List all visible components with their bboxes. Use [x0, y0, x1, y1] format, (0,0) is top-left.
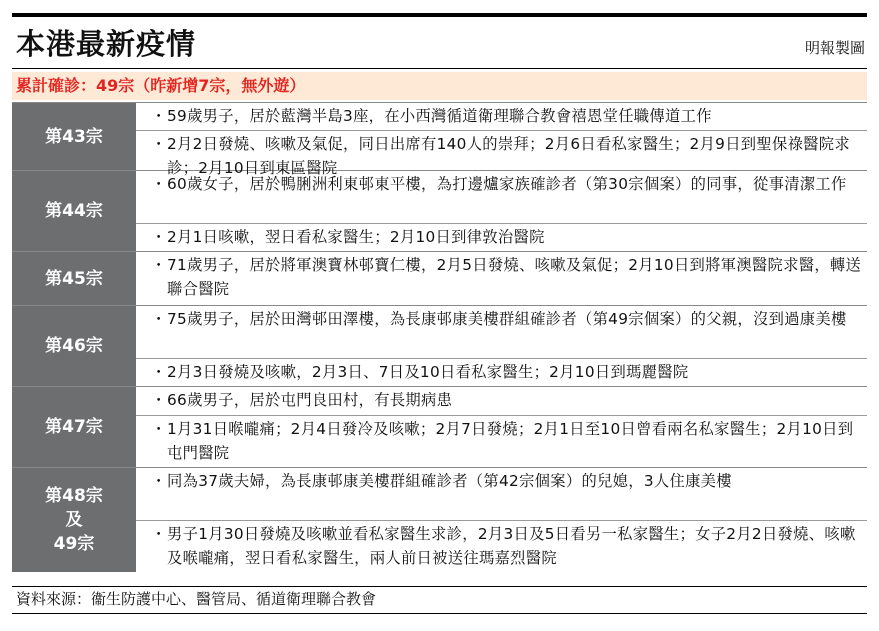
top-rule: [12, 13, 867, 17]
case-entries: [136, 468, 867, 572]
case-entries: [136, 171, 867, 251]
bullet-icon: ・: [151, 310, 167, 328]
case-entry: ・ 66歲男子，居於屯門良田村，有長期病患: [136, 387, 867, 415]
bullet-icon: ・: [151, 472, 167, 490]
bullet-icon: ・: [151, 363, 167, 381]
case-entry: ・ 2月3日發燒及咳嗽，2月3日、7日及10日看私家醫生；2月10日到瑪麗醫院: [136, 358, 867, 386]
case-entry: ・ 同為37歲夫婦，為長康邨康美樓群組確診者（第42宗個案）的兒媳，3人住康美樓: [136, 468, 867, 520]
bullet-icon: ・: [151, 525, 167, 543]
case-row: [12, 251, 867, 305]
case-entry: ・ 71歲男子，居於將軍澳寶林邨寶仁樓，2月5日發燒、咳嗽及氣促；2月10日到將軍澳醫院求醫，轉送聯合醫院: [136, 252, 867, 305]
case-entry: ・ 2月1日咳嗽，翌日看私家醫生；2月10日到律敦治醫院: [136, 223, 867, 251]
case-label: 第43宗: [12, 103, 136, 170]
bullet-icon: ・: [151, 175, 167, 193]
case-entries: [136, 103, 867, 177]
case-entry: ・ 60歲女子，居於鴨脷洲利東邨東平樓，為打邊爐家族確診者（第30宗個案）的同事，從事清潔工作: [136, 171, 867, 223]
case-label: 第47宗: [12, 387, 136, 467]
bullet-icon: ・: [151, 107, 167, 125]
bullet-icon: ・: [151, 256, 167, 274]
case-entries: [136, 387, 867, 467]
case-entry: ・ 59歲男子，居於藍灣半島3座，在小西灣循道衛理聯合教會禧恩堂任職傳道工作: [136, 103, 867, 130]
case-entries: [136, 252, 867, 305]
case-entry: ・ 75歲男子，居於田灣邨田澤樓，為長康邨康美樓群組確診者（第49宗個案）的父親，沒到過康美樓: [136, 306, 867, 358]
page-title: 本港最新疫情: [16, 27, 197, 61]
case-row: [12, 386, 867, 467]
case-row: [12, 305, 867, 386]
case-entry: ・ 男子1月30日發燒及咳嗽並看私家醫生求診，2月3日及5日看另一私家醫生；女子2月2日發燒、咳嗽及喉嚨痛，翌日看私家醫生，兩人前日被送往瑪嘉烈醫院: [136, 520, 867, 572]
bullet-icon: ・: [151, 135, 167, 153]
graphic-credit: 明報製圖: [804, 39, 865, 57]
case-table: [12, 102, 867, 572]
case-entries: [136, 306, 867, 386]
case-label: 第45宗: [12, 252, 136, 305]
case-label: 第48宗 及 49宗: [12, 468, 136, 572]
title-divider: [12, 68, 867, 69]
case-row: [12, 170, 867, 251]
case-label: 第46宗: [12, 306, 136, 386]
case-row: [12, 467, 867, 572]
bottom-rule: [12, 613, 867, 614]
case-row: [12, 102, 867, 177]
case-label: 第44宗: [12, 171, 136, 251]
bullet-icon: ・: [151, 420, 167, 438]
case-entry: ・ 1月31日喉嚨痛；2月4日發冷及咳嗽；2月7日發燒；2月1日至10日曾看兩名私家醫生；2月10日到屯門醫院: [136, 415, 867, 467]
source-note: 資料來源：衞生防護中心、醫管局、循道衛理聯合教會: [12, 586, 867, 611]
case-entry: ・ 2月2日發燒、咳嗽及氣促，同日出席有140人的崇拜；2月6日看私家醫生；2月9日到聖保祿醫院求診；2月10日到東區醫院: [136, 130, 867, 180]
bullet-icon: ・: [151, 228, 167, 246]
bullet-icon: ・: [151, 391, 167, 409]
cumulative-summary: 累計確診：49宗（昨新增7宗，無外遊）: [12, 72, 867, 100]
